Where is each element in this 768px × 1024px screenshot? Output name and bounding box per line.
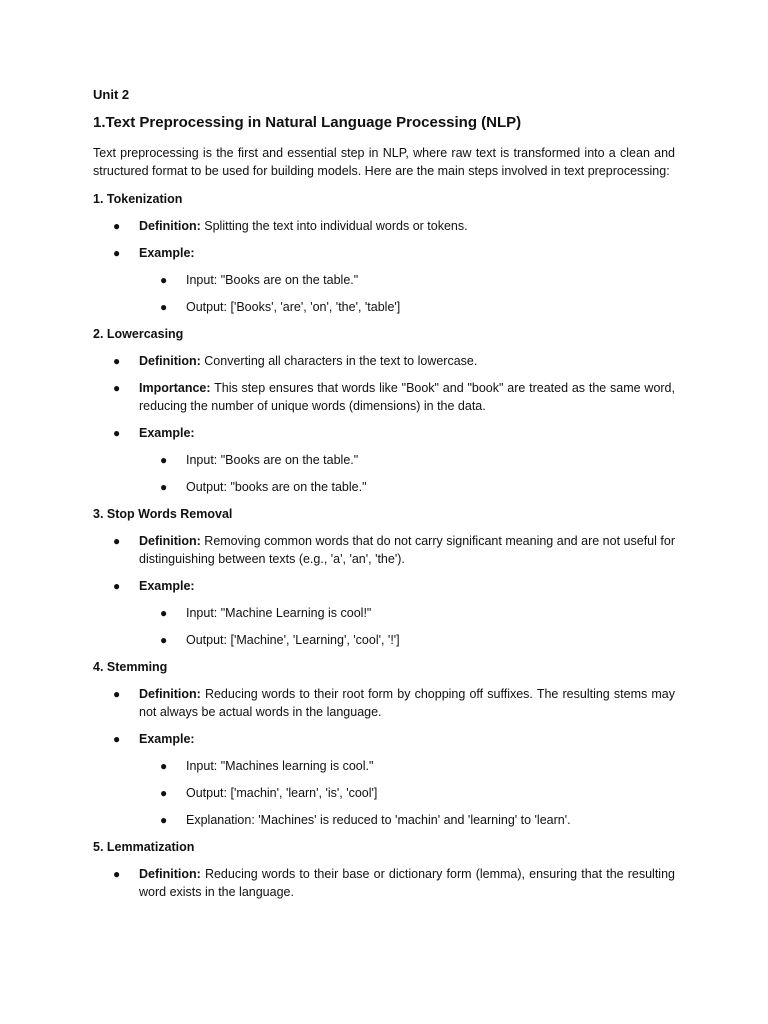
intro-paragraph: Text preprocessing is the first and essential step in NLP, where raw text is transformed into a clean and structured format to be used for building models. Here are the main steps involved in text preprocessing: bbox=[93, 146, 675, 178]
bullet-item bbox=[93, 865, 675, 901]
sub-bullet-text: Input: "Machines learning is cool." bbox=[186, 759, 374, 773]
bullet-label: Definition: bbox=[139, 687, 201, 701]
sub-bullet-item bbox=[93, 604, 675, 622]
bullet-dot-icon: ● bbox=[160, 786, 168, 800]
bullet-label: Importance: bbox=[139, 381, 211, 395]
bullet-item bbox=[93, 352, 675, 370]
section bbox=[93, 190, 675, 316]
section-heading: 1. Tokenization bbox=[93, 192, 183, 206]
bullet-dot-icon: ● bbox=[160, 813, 168, 827]
bullet-dot-icon: ● bbox=[113, 534, 121, 548]
bullet-dot-icon: ● bbox=[113, 579, 121, 593]
section bbox=[93, 838, 675, 901]
sub-bullet-text: Output: ['Books', 'are', 'on', 'the', 'table'] bbox=[186, 300, 401, 314]
bullet-label: Example: bbox=[139, 732, 195, 746]
bullet-text: Splitting the text into individual words or tokens. bbox=[200, 219, 468, 233]
section-heading: 4. Stemming bbox=[93, 660, 168, 674]
sub-bullet-text: Input: "Machine Learning is cool!" bbox=[186, 606, 372, 620]
bullet-item bbox=[93, 379, 675, 415]
sub-bullet-text: Output: "books are on the table." bbox=[186, 480, 367, 494]
bullet-label: Example: bbox=[139, 579, 195, 593]
bullet-dot-icon: ● bbox=[113, 867, 121, 881]
sub-bullet-item bbox=[93, 451, 675, 469]
bullet-dot-icon: ● bbox=[160, 759, 168, 773]
bullet-dot-icon: ● bbox=[160, 606, 168, 620]
bullet-dot-icon: ● bbox=[113, 687, 121, 701]
bullet-label: Example: bbox=[139, 426, 195, 440]
bullet-dot-icon: ● bbox=[160, 633, 168, 647]
bullet-dot-icon: ● bbox=[113, 246, 121, 260]
sub-bullet-item bbox=[93, 298, 675, 316]
bullet-dot-icon: ● bbox=[113, 219, 121, 233]
sub-bullet-item bbox=[93, 271, 675, 289]
sections-list bbox=[93, 190, 675, 901]
section-heading: 3. Stop Words Removal bbox=[93, 507, 233, 521]
sub-bullet-item bbox=[93, 631, 675, 649]
page-title: 1.Text Preprocessing in Natural Language Processing (NLP) bbox=[93, 114, 522, 131]
document-content bbox=[93, 86, 675, 910]
bullet-list bbox=[93, 685, 675, 829]
sub-bullet-text: Output: ['Machine', 'Learning', 'cool', '!'] bbox=[186, 633, 400, 647]
bullet-item bbox=[93, 577, 675, 595]
bullet-label: Definition: bbox=[139, 354, 201, 368]
bullet-list bbox=[93, 352, 675, 496]
bullet-text: Reducing words to their base or dictionary form (lemma), ensuring that the resulting word exists in the language. bbox=[139, 867, 675, 899]
bullet-label: Definition: bbox=[139, 219, 201, 233]
sub-bullet-text: Input: "Books are on the table." bbox=[186, 453, 359, 467]
bullet-item bbox=[93, 244, 675, 262]
section bbox=[93, 658, 675, 829]
sub-bullet-text: Input: "Books are on the table." bbox=[186, 273, 359, 287]
bullet-dot-icon: ● bbox=[160, 273, 168, 287]
sub-bullet-item bbox=[93, 757, 675, 775]
bullet-label: Definition: bbox=[139, 534, 201, 548]
sub-bullet-text: Explanation: 'Machines' is reduced to 'machin' and 'learning' to 'learn'. bbox=[186, 813, 571, 827]
bullet-dot-icon: ● bbox=[160, 300, 168, 314]
bullet-text: This step ensures that words like "Book" and "book" are treated as the same word, reducing the number of unique words (dimensions) in the data. bbox=[139, 381, 675, 413]
bullet-dot-icon: ● bbox=[113, 354, 121, 368]
bullet-label: Example: bbox=[139, 246, 195, 260]
bullet-label: Definition: bbox=[139, 867, 201, 881]
bullet-dot-icon: ● bbox=[113, 732, 121, 746]
section bbox=[93, 505, 675, 649]
bullet-item bbox=[93, 217, 675, 235]
unit-label: Unit 2 bbox=[93, 87, 130, 102]
bullet-item bbox=[93, 532, 675, 568]
sub-bullet-item bbox=[93, 811, 675, 829]
section-heading: 2. Lowercasing bbox=[93, 327, 184, 341]
sub-bullet-item bbox=[93, 784, 675, 802]
bullet-list bbox=[93, 532, 675, 649]
bullet-text: Converting all characters in the text to lowercase. bbox=[200, 354, 478, 368]
sub-bullet-item bbox=[93, 478, 675, 496]
sub-bullet-text: Output: ['machin', 'learn', 'is', 'cool'] bbox=[186, 786, 378, 800]
bullet-list bbox=[93, 865, 675, 901]
section bbox=[93, 325, 675, 496]
bullet-dot-icon: ● bbox=[160, 453, 168, 467]
bullet-dot-icon: ● bbox=[160, 480, 168, 494]
bullet-text: Removing common words that do not carry significant meaning and are not useful for distinguishing between texts (e.g., 'a', 'an', 'the'). bbox=[139, 534, 675, 566]
bullet-item bbox=[93, 424, 675, 442]
bullet-item bbox=[93, 685, 675, 721]
bullet-list bbox=[93, 217, 675, 316]
bullet-text: Reducing words to their root form by chopping off suffixes. The resulting stems may not always be actual words in the language. bbox=[139, 687, 675, 719]
bullet-item bbox=[93, 730, 675, 748]
bullet-dot-icon: ● bbox=[113, 426, 121, 440]
bullet-dot-icon: ● bbox=[113, 381, 121, 395]
section-heading: 5. Lemmatization bbox=[93, 840, 195, 854]
